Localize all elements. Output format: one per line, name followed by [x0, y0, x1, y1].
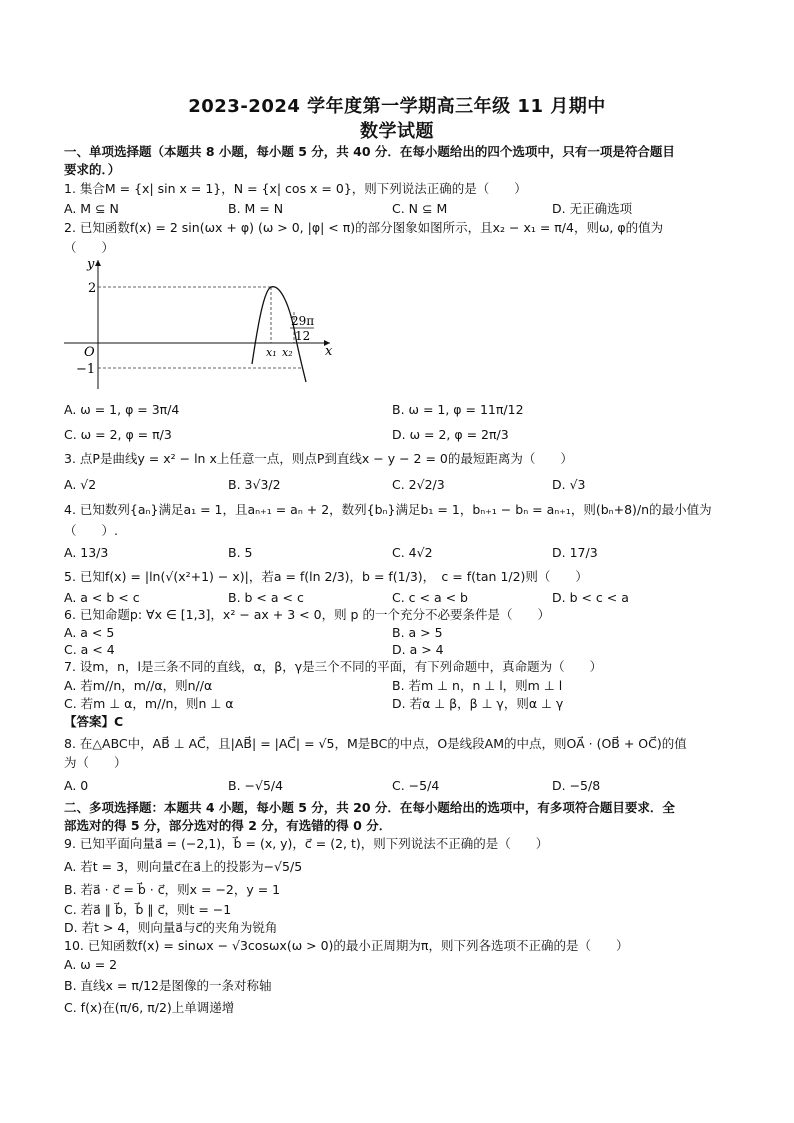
question-9-stem: 9. 已知平面向量a⃗ = (−2,1)，b⃗ = (x, y)，c⃗ = (2, t)，则下列说法不正确的是（ ）: [64, 836, 549, 851]
question-4-stem-cont: （ ）.: [64, 523, 118, 538]
question-5-option-b: B. b < a < c: [228, 590, 304, 605]
question-7-stem: 7. 设m，n，l是三条不同的直线，α，β，γ是三个不同的平面，有下列命题中，真命题为（ ）: [64, 659, 603, 674]
question-1-option-c: C. N ⊆ M: [392, 201, 448, 216]
question-6-option-d: D. a > 4: [392, 642, 444, 657]
question-8-option-a: A. 0: [64, 778, 89, 793]
graph-x2-label: x₂: [282, 346, 293, 359]
question-9-option-d: D. 若t > 4，则向量a⃗与c⃗的夹角为锐角: [64, 920, 278, 935]
question-7-option-c: C. 若m ⊥ α，m//n，则n ⊥ α: [64, 696, 234, 711]
section1-heading: 一、单项选择题（本题共 8 小题，每小题 5 分，共 40 分．在每小题给出的四个选项中，只有一项是符合题目: [64, 144, 675, 159]
question-9-option-a: A. 若t = 3，则向量c⃗在a⃗上的投影为−√5/5: [64, 859, 303, 874]
question-8-stem-cont: 为（ ）: [64, 755, 127, 770]
question-2-stem: 2. 已知函数f(x) = 2 sin(ωx + φ) (ω > 0, |φ| < π)的部分图象如图所示，且x₂ − x₁ = π/4，则ω, φ的值为: [64, 220, 664, 235]
question-10-option-b: B. 直线x = π/12是图像的一条对称轴: [64, 978, 272, 993]
question-4-option-c: C. 4√2: [392, 545, 433, 560]
section2-heading: 二、多项选择题：本题共 4 小题，每小题 5 分，共 20 分．在每小题给出的选项中，有多项符合题目要求．全: [64, 800, 675, 815]
graph-tick-minus-1: −1: [76, 362, 96, 377]
section1-heading-cont: 要求的．）: [64, 162, 121, 177]
question-5-option-c: C. c < a < b: [392, 590, 468, 605]
question-6-option-c: C. a < 4: [64, 642, 115, 657]
question-1-option-b: B. M = N: [228, 201, 284, 216]
question-9-option-c: C. 若a⃗ ∥ b⃗，b⃗ ∥ c⃗，则t = −1: [64, 902, 232, 917]
question-3-option-d: D. √3: [552, 477, 586, 492]
graph-fraction-denominator: 12: [295, 329, 311, 343]
graph-origin-label: O: [84, 345, 95, 360]
question-2-option-c: C. ω = 2, φ = π/3: [64, 427, 172, 442]
question-8-option-c: C. −5/4: [392, 778, 440, 793]
question-7-answer: 【答案】C: [64, 714, 124, 729]
question-2-stem-cont: （ ）: [64, 240, 115, 255]
question-3-option-a: A. √2: [64, 477, 97, 492]
question-2-option-a: A. ω = 1, φ = 3π/4: [64, 402, 180, 417]
question-2-option-d: D. ω = 2, φ = 2π/3: [392, 427, 509, 442]
question-3-option-b: B. 3√3/2: [228, 477, 281, 492]
question-4-stem: 4. 已知数列{aₙ}满足a₁ = 1，且aₙ₊₁ = aₙ + 2，数列{bₙ}满足b₁ = 1，bₙ₊₁ − bₙ = aₙ₊₁，则(bₙ+8)/n的最小值为: [64, 502, 712, 517]
exam-subtitle: 数学试题: [360, 121, 434, 142]
question-1-option-a: A. M ⊆ N: [64, 201, 119, 216]
question-5-option-d: D. b < c < a: [552, 590, 629, 605]
question-6-option-b: B. a > 5: [392, 625, 443, 640]
question-3-stem: 3. 点P是曲线y = x² − ln x上任意一点，则点P到直线x − y − 2 = 0的最短距离为（ ）: [64, 451, 573, 466]
question-1-option-d: D. 无正确选项: [552, 201, 633, 216]
question-4-option-a: A. 13/3: [64, 545, 109, 560]
question-7-option-d: D. 若α ⊥ β，β ⊥ γ，则α ⊥ γ: [392, 696, 564, 711]
question-2-option-b: B. ω = 1, φ = 11π/12: [392, 402, 524, 417]
question-6-option-a: A. a < 5: [64, 625, 115, 640]
question-7-option-a: A. 若m//n，m//α，则n//α: [64, 678, 213, 693]
question-10-stem: 10. 已知函数f(x) = sinωx − √3cosωx(ω > 0)的最小正周期为π，则下列各选项不正确的是（ ）: [64, 938, 629, 953]
question-7-option-b: B. 若m ⊥ n，n ⊥ l，则m ⊥ l: [392, 678, 563, 693]
graph-x-label: x: [325, 344, 333, 359]
question-8-option-b: B. −√5/4: [228, 778, 284, 793]
graph-tick-2: 2: [88, 281, 97, 296]
question-10-option-a: A. ω = 2: [64, 957, 118, 972]
graph-y-label: y: [87, 257, 95, 272]
question-2-function-graph: [62, 254, 342, 394]
question-10-option-c: C. f(x)在(π/6, π/2)上单调递增: [64, 1000, 235, 1015]
section2-heading-cont: 部选对的得 5 分，部分选对的得 2 分，有选错的得 0 分．: [64, 818, 392, 833]
question-9-option-b: B. 若a⃗ · c⃗ = b⃗ · c⃗，则x = −2，y = 1: [64, 882, 281, 897]
question-4-option-b: B. 5: [228, 545, 253, 560]
graph-fraction-numerator: 29π: [291, 314, 315, 328]
question-6-stem: 6. 已知命题p: ∀x ∈ [1,3]，x² − ax + 3 < 0，则 p 的一个充分不必要条件是（ ）: [64, 607, 550, 622]
question-4-option-d: D. 17/3: [552, 545, 598, 560]
question-1-stem: 1. 集合M = {x| sin x = 1}，N = {x| cos x = 0}，则下列说法正确的是（ ）: [64, 181, 527, 196]
graph-x1-label: x₁: [266, 346, 277, 359]
question-5-stem: 5. 已知f(x) = |ln(√(x²+1) − x)|，若a = f(ln 2/3)，b = f(1/3)， c = f(tan 1/2)则（ ）: [64, 569, 588, 584]
question-8-option-d: D. −5/8: [552, 778, 601, 793]
question-3-option-c: C. 2√2/3: [392, 477, 445, 492]
question-8-stem: 8. 在△ABC中，AB⃗ ⊥ AC⃗，且|AB⃗| = |AC⃗| = √5，M是BC的中点，O是线段AM的中点，则OA⃗ · (OB⃗ + OC⃗)的值: [64, 736, 687, 751]
question-5-option-a: A. a < b < c: [64, 590, 140, 605]
exam-title: 2023-2024 学年度第一学期高三年级 11 月期中: [188, 96, 606, 117]
